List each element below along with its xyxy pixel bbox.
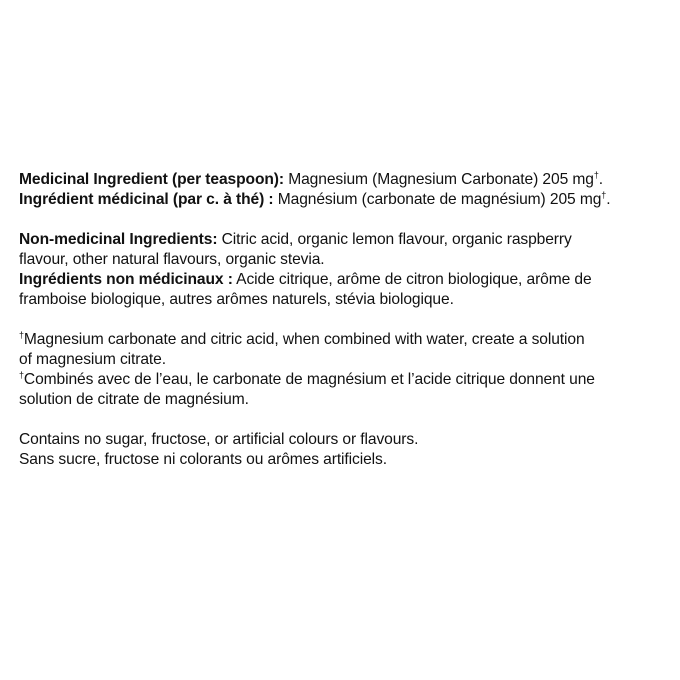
- non-medicinal-fr-text-1: Acide citrique, arôme de citron biologique, arôme de: [232, 271, 592, 288]
- medicinal-ingredient-en-text: Magnesium (Magnesium Carbonate) 205 mg: [283, 171, 594, 188]
- period: .: [606, 191, 611, 208]
- medicinal-ingredient-fr-label: Ingrédient médicinal (par c. à thé) :: [19, 191, 274, 208]
- dagger-symbol: †: [601, 190, 607, 200]
- footnote-fr-text-1: Combinés avec de l’eau, le carbonate de magnésium et l’acide citrique donnent une: [23, 371, 595, 388]
- non-medicinal-en-line-1: [19, 230, 669, 250]
- non-medicinal-en-label: Non-medicinal Ingredients:: [19, 231, 218, 248]
- medicinal-ingredient-en-label: Medicinal Ingredient (per teaspoon):: [19, 171, 284, 188]
- footnote-fr-line-1: [19, 370, 669, 390]
- claims-fr: Sans sucre, fructose ni colorants ou arômes artificiels.: [19, 451, 387, 468]
- non-medicinal-en-text-1: Citric acid, organic lemon flavour, organic raspberry: [217, 231, 572, 248]
- non-medicinal-ingredients-section: [19, 230, 669, 310]
- medicinal-ingredient-fr-text: Magnésium (carbonate de magnésium) 205 mg: [273, 191, 602, 208]
- dagger-symbol: †: [593, 170, 599, 180]
- non-medicinal-fr-line-1: [19, 270, 669, 290]
- footnote-fr-line-2: solution de citrate de magnésium.: [19, 391, 249, 408]
- footnote-en-line-2: of magnesium citrate.: [19, 351, 166, 368]
- medicinal-ingredient-en: [19, 170, 669, 190]
- period: .: [598, 171, 603, 188]
- footnote-en-line-1: [19, 330, 669, 350]
- claims-section: [19, 430, 669, 470]
- footnote-section: [19, 330, 669, 410]
- medicinal-ingredient-fr: [19, 190, 669, 210]
- claims-en: Contains no sugar, fructose, or artificial colours or flavours.: [19, 431, 419, 448]
- ingredient-label-text: [19, 170, 669, 470]
- medicinal-ingredient-section: [19, 170, 669, 210]
- footnote-en-text-1: Magnesium carbonate and citric acid, when combined with water, create a solution: [23, 331, 585, 348]
- dagger-symbol: †: [19, 370, 24, 380]
- non-medicinal-fr-line-2: framboise biologique, autres arômes naturels, stévia biologique.: [19, 291, 454, 308]
- non-medicinal-en-line-2: flavour, other natural flavours, organic stevia.: [19, 251, 325, 268]
- dagger-symbol: †: [19, 330, 24, 340]
- non-medicinal-fr-label: Ingrédients non médicinaux :: [19, 271, 233, 288]
